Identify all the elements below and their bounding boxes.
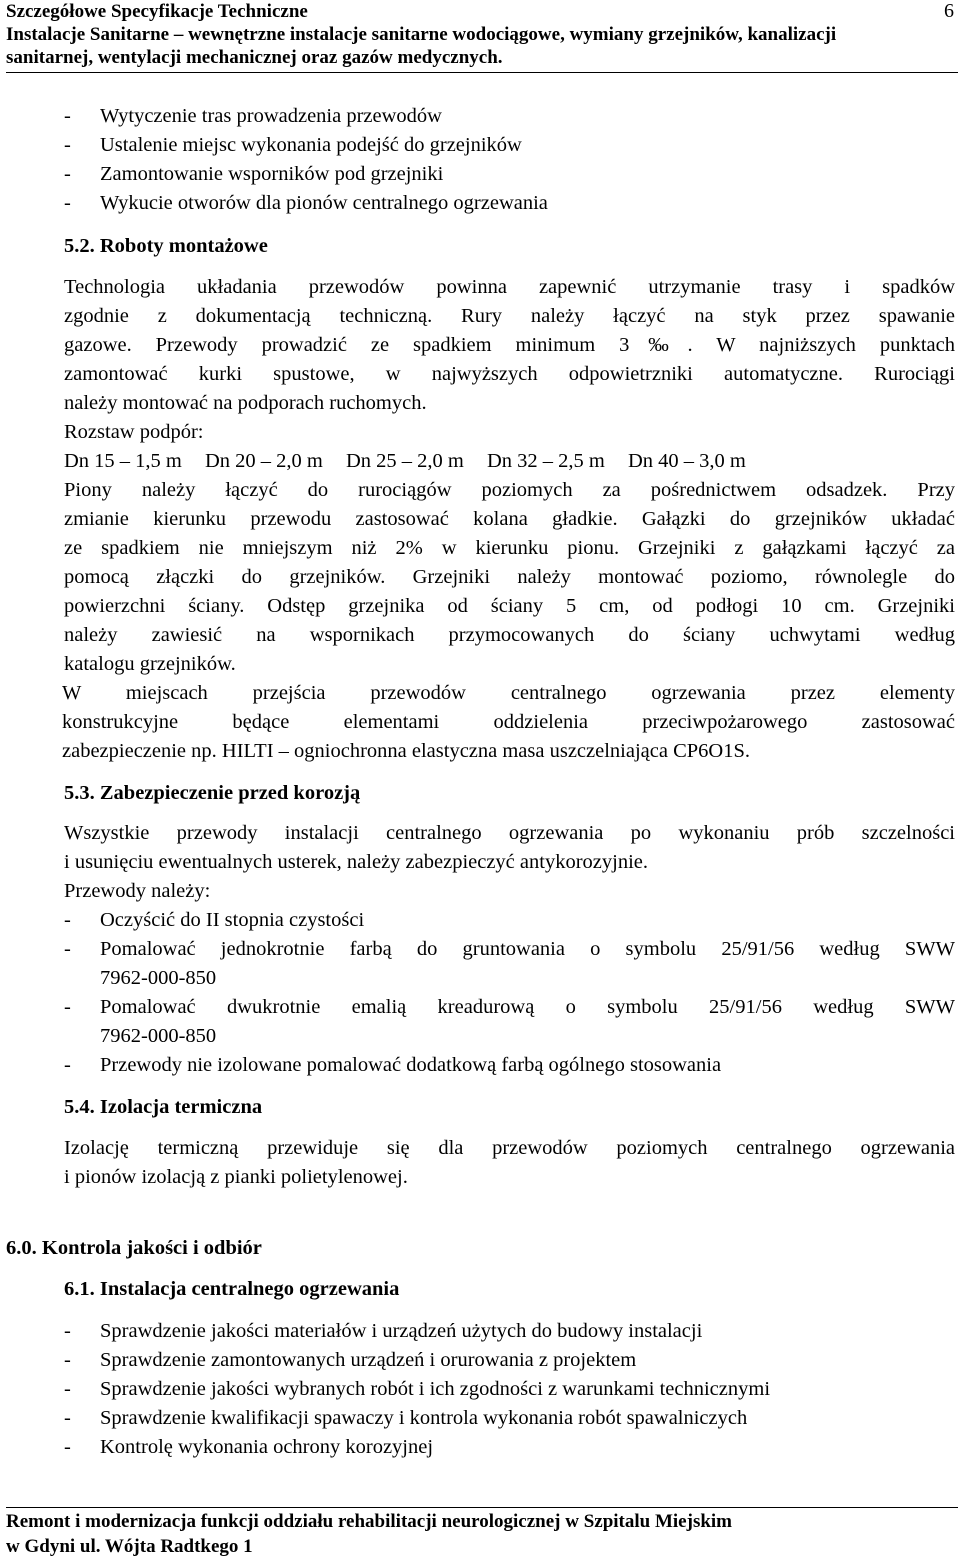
page-header (6, 0, 956, 69)
text-line: W miejscach przejścia przewodów centralnego ogrzewania przez elementy (62, 682, 955, 704)
list-dash: - (64, 1436, 71, 1458)
paragraph-5-2-przejscia (62, 679, 955, 766)
text-line: i pionów izolacją z pianki polietylenowej. (64, 1166, 408, 1188)
list-item-text: Pomalować dwukrotnie emalią kreadurową o symbolu 25/91/56 według SWW (100, 996, 955, 1018)
text-line: zamontować kurki spustowe, w najwyższych odpowietrzniki automatyczne. Rurociągi (64, 363, 955, 385)
paragraph-5-2-technologia (64, 273, 955, 447)
text-line: ze spadkiem nie mniejszym niż 2% w kierunku pionu. Grzejniki z gałązkami łączyć za (64, 537, 955, 559)
footer-line1: Remont i modernizacja funkcji oddziału rehabilitacji neurologicznej w Szpitalu Miejskim (6, 1511, 733, 1532)
list-item-text: Wykucie otworów dla pionów centralnego ogrzewania (100, 192, 548, 214)
text-line: zmianie kierunku przewodu zastosować kolana gładkie. Gałązki do grzejników układać (64, 508, 955, 530)
list-item-text: Sprawdzenie kwalifikacji spawaczy i kontrola wykonania robót spawalniczych (100, 1407, 748, 1429)
list-item-text: 7962-000-850 (100, 967, 217, 989)
list-item (64, 102, 944, 131)
text-line: należy montować na podporach ruchomych. (64, 392, 427, 414)
list-item-text: Kontrolę wykonania ochrony korozyjnej (100, 1436, 434, 1458)
text-line: Wszystkie przewody instalacji centralnego ogrzewania po wykonaniu prób szczelności (64, 822, 955, 844)
page-number: 6 (944, 0, 954, 22)
paragraph-5-4 (64, 1134, 955, 1192)
header-subtitle-line2: sanitarnej, wentylacji mechanicznej oraz gazów medycznych. (6, 47, 503, 68)
footer-divider (6, 1507, 958, 1508)
list-item-text: Zamontowanie wsporników pod grzejniki (100, 163, 444, 185)
list-item (64, 189, 944, 218)
support-spacing-item: Dn 25 – 2,0 m (346, 450, 464, 472)
section-heading-5-3: 5.3. Zabezpieczenie przed korozją (64, 782, 361, 804)
support-spacing-item: Dn 40 – 3,0 m (628, 450, 746, 472)
list-item (64, 935, 955, 993)
text-line: zabezpieczenie np. HILTI – ogniochronna elastyczna masa uszczelniająca CP6O1S. (62, 740, 750, 762)
list-dash: - (64, 1054, 71, 1076)
text-line: pomocą złączki do grzejników. Grzejniki należy montować poziomo, równolegle do (64, 566, 955, 588)
list-item (64, 906, 955, 935)
list-item-text: Przewody nie izolowane pomalować dodatkową farbą ogólnego stosowania (100, 1054, 722, 1076)
section-heading-5-2: 5.2. Roboty montażowe (64, 235, 268, 257)
text-line: zgodnie z dokumentacją techniczną. Rury należy łączyć na styk przez spawanie (64, 305, 955, 327)
list-dash: - (64, 163, 71, 185)
rozstaw-label: Rozstaw podpór: (64, 421, 204, 443)
corrosion-steps-list (64, 906, 955, 1080)
text-line: i usunięciu ewentualnych usterek, należy zabezpieczyć antykorozyjnie. (64, 851, 648, 873)
text-line: Technologia układania przewodów powinna zapewnić utrzymanie trasy i spadków (64, 276, 955, 298)
list-dash: - (64, 1378, 71, 1400)
text-line: Piony należy łączyć do rurociągów poziomych za pośrednictwem odsadzek. Przy (64, 479, 955, 501)
support-spacing-item: Dn 32 – 2,5 m (487, 450, 605, 472)
header-divider (6, 72, 958, 73)
text-line: Izolację termiczną przewiduje się dla przewodów poziomych centralnego ogrzewania (64, 1137, 955, 1159)
list-dash: - (64, 134, 71, 156)
page-footer (6, 1509, 732, 1559)
quality-checks-list (64, 1317, 955, 1462)
paragraph-5-3 (64, 819, 955, 906)
text-line: konstrukcyjne będące elementami oddzielenia przeciwpożarowego zastosować (62, 711, 955, 733)
list-dash: - (64, 1349, 71, 1371)
list-item-text: Ustalenie miejsc wykonania podejść do grzejników (100, 134, 522, 156)
intro-list (64, 102, 944, 218)
text-line: należy zawiesić na wspornikach przymocowanych do ściany uchwytami według (64, 624, 955, 646)
list-item-text: Sprawdzenie jakości materiałów i urządzeń użytych do budowy instalacji (100, 1320, 703, 1342)
support-spacing-item: Dn 20 – 2,0 m (205, 450, 323, 472)
paragraph-5-2-piony (64, 476, 955, 679)
footer-line2: w Gdyni ul. Wójta Radtkego 1 (6, 1536, 253, 1557)
list-item (64, 1346, 955, 1375)
list-item (64, 1404, 955, 1433)
list-item (64, 131, 944, 160)
list-dash: - (64, 105, 71, 127)
text-line: powierzchni ściany. Odstęp grzejnika od ściany 5 cm, od podłogi 10 cm. Grzejniki (64, 595, 955, 617)
list-item-text: 7962-000-850 (100, 1025, 217, 1047)
section-heading-6-0: 6.0. Kontrola jakości i odbiór (6, 1237, 262, 1259)
list-item (64, 160, 944, 189)
support-spacing-row (64, 447, 764, 476)
header-subtitle-line1: Instalacje Sanitarne – wewnętrzne instalacje sanitarne wodociągowe, wymiany grzejników, kanalizacji (6, 24, 837, 45)
text-line: gazowe. Przewody prowadzić ze spadkiem minimum 3‰. W najniższych punktach (64, 334, 955, 356)
list-dash: - (64, 996, 71, 1018)
list-item-text: Sprawdzenie zamontowanych urządzeń i orurowania z projektem (100, 1349, 637, 1371)
list-item (64, 1051, 955, 1080)
list-item (64, 1375, 955, 1404)
list-item (64, 993, 955, 1051)
list-item (64, 1317, 955, 1346)
text-line: katalogu grzejników. (64, 653, 236, 675)
header-title: Szczegółowe Specyfikacje Techniczne (6, 1, 308, 22)
section-heading-5-4: 5.4. Izolacja termiczna (64, 1096, 263, 1118)
list-dash: - (64, 1320, 71, 1342)
list-item-text: Oczyścić do II stopnia czystości (100, 909, 365, 931)
list-item-text: Wytyczenie tras prowadzenia przewodów (100, 105, 442, 127)
list-item-text: Sprawdzenie jakości wybranych robót i ich zgodności z warunkami technicznymi (100, 1378, 771, 1400)
list-dash: - (64, 938, 71, 960)
section-heading-6-1: 6.1. Instalacja centralnego ogrzewania (64, 1278, 400, 1300)
list-item-text: Pomalować jednokrotnie farbą do gruntowania o symbolu 25/91/56 według SWW (100, 938, 955, 960)
text-line: Przewody należy: (64, 880, 211, 902)
list-item (64, 1433, 955, 1462)
list-dash: - (64, 1407, 71, 1429)
list-dash: - (64, 192, 71, 214)
list-dash: - (64, 909, 71, 931)
support-spacing-item: Dn 15 – 1,5 m (64, 450, 182, 472)
